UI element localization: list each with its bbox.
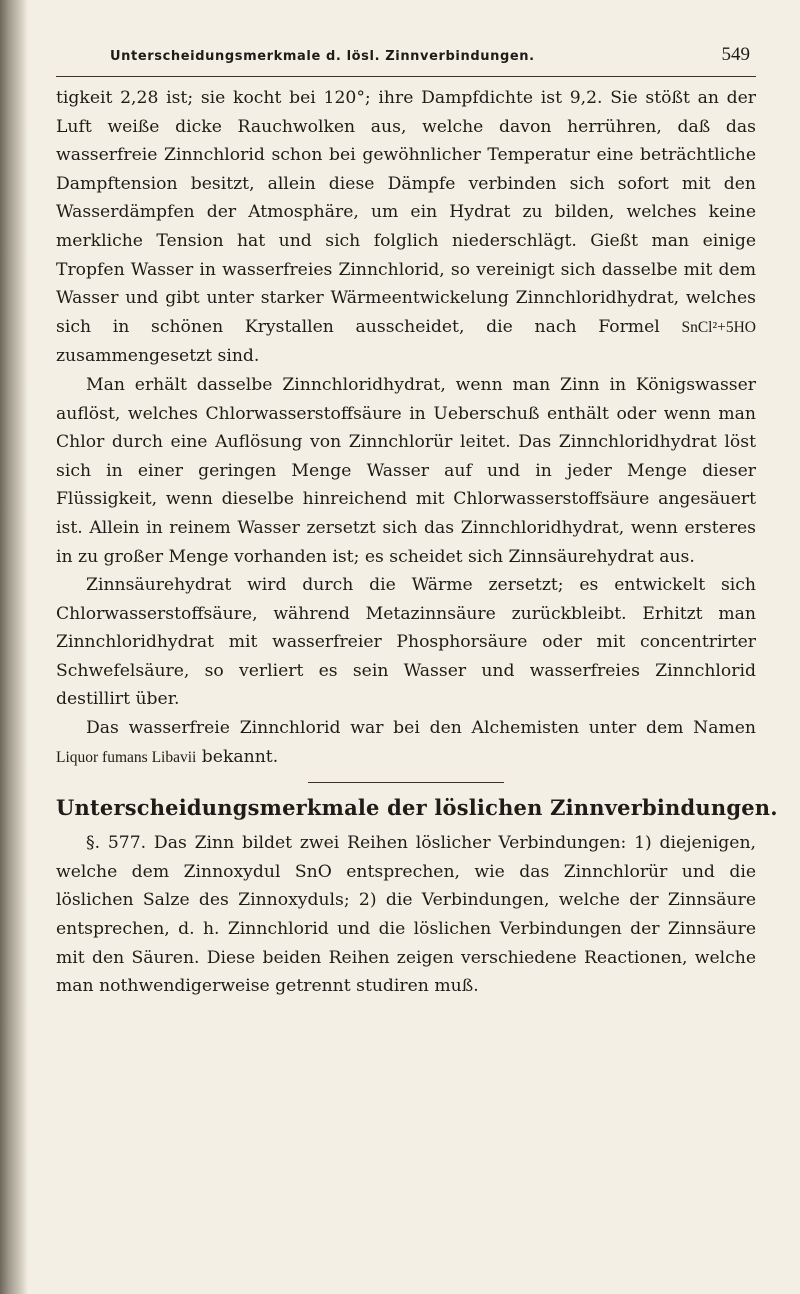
header-title: Unterscheidungsmerkmale d. lösl. Zinnverbindungen.	[110, 49, 535, 64]
section-heading: Unterscheidungsmerkmale der löslichen Zinnverbindungen.	[56, 795, 778, 821]
paragraph-4	[56, 714, 756, 772]
paragraph-1	[56, 84, 756, 371]
paragraph-1-text: tigkeit 2,28 ist; sie kocht bei 120°; ihre Dampfdichte ist 9,2. Sie stößt an der Luft weiße dicke Rauchwolken aus, welche davon herrühren, daß das wasserfreie Zinnchlorid schon bei gewöhnlicher Temperatur eine beträchtliche Dampftension besitzt, allein diese Dämpfe verbinden sich sofort mit den Wasserdämpfen der Atmosphäre, um ein Hydrat zu bilden, welches keine merkliche Tension hat und sich folglich niederschlägt. Gießt man einige Tropfen Wasser in wasserfreies Zinnchlorid, so vereinigt sich dasselbe mit dem Wasser und gibt unter starker Wärmeentwickelung Zinnchloridhydrat, welches sich in schönen Krystallen ausscheidet, die nach Formel	[56, 88, 756, 337]
section-paragraph: §. 577. Das Zinn bildet zwei Reihen löslicher Verbindungen: 1) diejenigen, welche dem Zinnoxydul SnO entsprechen, wie das Zinnchlorür und die löslichen Salze des Zinnoxyduls; 2) die Verbindungen, welche der Zinnsäure entsprechen, d. h. Zinnchlorid und die löslichen Verbindungen der Zinnsäure mit den Säuren. Diese beiden Reihen zeigen verschiedene Reactionen, welche man nothwendigerweise getrennt studiren muß.	[56, 833, 756, 997]
latin-name: Liquor fumans Libavii	[56, 748, 197, 766]
paragraph-4-text: Das wasserfreie Zinnchlorid war bei den Alchemisten unter dem Namen	[86, 718, 756, 739]
page-body	[56, 84, 778, 1001]
page-number: 549	[721, 44, 750, 65]
paragraph-1-tail: zusammengesetzt sind.	[56, 346, 260, 367]
chemical-formula: SnCl²+5HO	[681, 318, 756, 336]
paragraph-2: Man erhält dasselbe Zinnchloridhydrat, wenn man Zinn in Königswasser auflöst, welches Chlorwasserstoffsäure in Ueberschuß enthält oder wenn man Chlor durch eine Auflösung von Zinnchlorür leitet. Das Zinnchloridhydrat löst sich in einer geringen Menge Wasser auf und in jeder Menge dieser Flüssigkeit, wenn dieselbe hinreichend mit Chlorwasserstoffsäure angesäuert ist. Allein in reinem Wasser zersetzt sich das Zinnchloridhydrat, wenn ersteres in zu großer Menge vorhanden ist; es scheidet sich Zinnsäurehydrat aus.	[56, 374, 756, 567]
paragraph-4-tail: bekannt.	[196, 746, 279, 767]
header-rule	[56, 76, 756, 77]
page-binding-shadow	[0, 0, 28, 1294]
paragraph-3: Zinnsäurehydrat wird durch die Wärme zersetzt; es entwickelt sich Chlorwasserstoffsäure, während Metazinnsäure zurückbleibt. Erhitzt man Zinnchloridhydrat mit wasserfreier Phosphorsäure oder mit concentrirter Schwefelsäure, so verliert es sein Wasser und wasserfreies Zinnchlorid destillirt über.	[56, 575, 756, 710]
section-divider	[308, 782, 504, 783]
running-header	[110, 44, 750, 70]
